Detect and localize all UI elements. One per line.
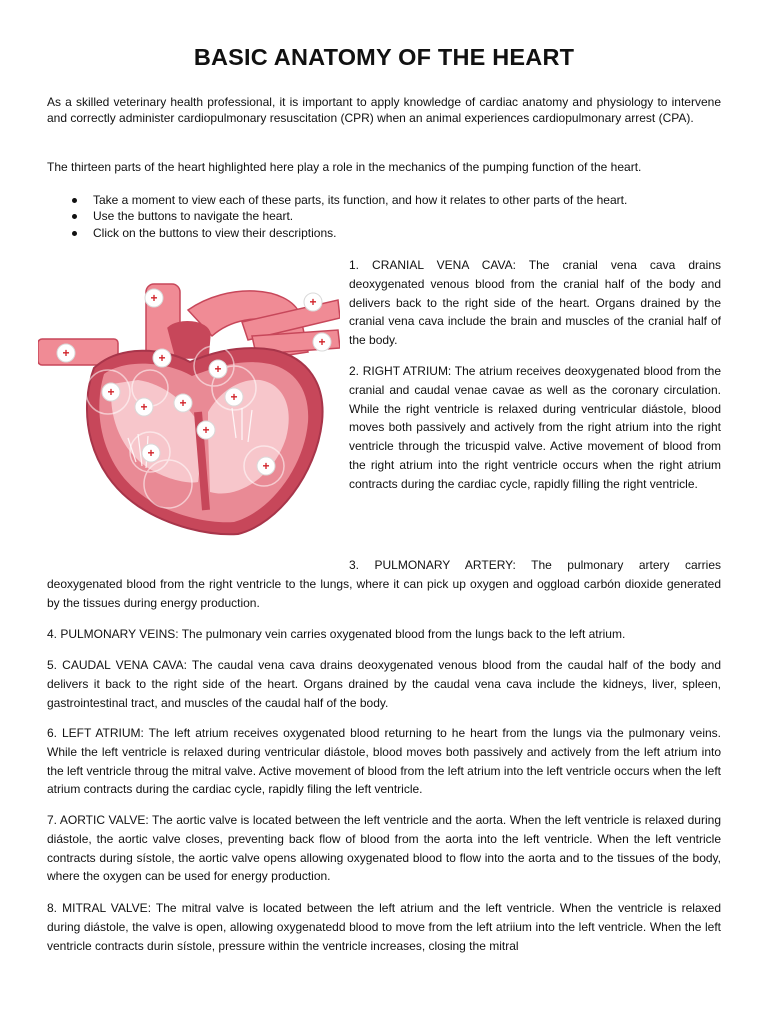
plus-icon: +	[107, 385, 115, 399]
instruction-list	[47, 192, 721, 241]
plus-icon: +	[147, 446, 155, 460]
part-caudal-vena-cava: 5. CAUDAL VENA CAVA: The caudal vena cava drains deoxygenated venous blood from the caudal half of the body and delivers it back to the right side of the heart. Organs drained by the caudal vena cava include the kidneys, liver, spleen, gastrointestinal tract, and muscles of the caudal half of the body.	[47, 658, 721, 710]
pulmonary-artery-icon	[168, 322, 210, 358]
part-aortic-valve: 7. AORTIC VALVE: The aortic valve is located between the left ventricle and the aorta. When the left ventricle is relaxed during diástole, the aortic valve closes, preventing back flow of blood from the aorta into the left ventricle. When the left ventricle contracts during sístole, the aortic valve opens allowing oxygenated blood to flow into the aorta and to the tissues of the body, where the oxygen can be used for energy production.	[47, 813, 721, 884]
plus-icon: +	[140, 400, 148, 414]
hotspot-button-11[interactable]	[197, 421, 215, 439]
hotspot-button-6[interactable]	[209, 360, 227, 378]
hotspot-button-12[interactable]	[142, 444, 160, 462]
page-title: BASIC ANATOMY OF THE HEART	[193, 44, 575, 70]
plus-icon: +	[62, 346, 70, 360]
thirteen-parts-paragraph: The thirteen parts of the heart highlighted here play a role in the mechanics of the pumping function of the heart.	[47, 160, 642, 174]
hotspot-button-13[interactable]	[257, 457, 275, 475]
plus-icon: +	[158, 351, 166, 365]
hotspot-button-10[interactable]	[174, 394, 192, 412]
instruction-item: Take a moment to view each of these parts, its function, and how it relates to other parts of the heart.	[47, 192, 721, 208]
hotspot-button-5[interactable]	[153, 349, 171, 367]
part-pulmonary-veins: 4. PULMONARY VEINS: The pulmonary vein carries oxygenated blood from the lungs back to the left atrium.	[47, 627, 626, 641]
hotspot-button-8[interactable]	[225, 388, 243, 406]
heart-diagram	[38, 262, 340, 540]
hotspot-button-9[interactable]	[135, 398, 153, 416]
intro-paragraph: As a skilled veterinary health professional, it is important to apply knowledge of cardiac anatomy and physiology to intervene and correctly administer cardiopulmonary resuscitation (CPR) when an animal experiences cardiopulmonary arrest (CPA).	[47, 95, 721, 126]
instruction-item: Use the buttons to navigate the heart.	[47, 208, 721, 224]
part-right-atrium: 2. RIGHT ATRIUM: The atrium receives deoxygenated blood from the cranial and caudal venae cavae as well as the coronary circulation. While the right ventricle is relaxed during ventricular diástole, blood moves both passively and actively from the right atrium into the right ventricle through the tricuspid valve. Active movement of blood from the right atrium into the right ventricle occurs when the right atrium contracts during the cardiac cycle, rapidly filling the right ventricle.	[349, 364, 721, 491]
plus-icon: +	[318, 335, 326, 349]
plus-icon: +	[150, 291, 158, 305]
plus-icon: +	[214, 362, 222, 376]
hotspot-button-3[interactable]	[313, 333, 331, 351]
vessels-group	[38, 284, 340, 365]
plus-icon: +	[179, 396, 187, 410]
plus-icon: +	[309, 295, 317, 309]
plus-icon: +	[202, 423, 210, 437]
part-mitral-valve: 8. MITRAL VALVE: The mitral valve is located between the left atrium and the left ventricle. When the ventricle is relaxed during diástole, the valve is open, allowing oxygenatedd blood to move from the left atriium into the left ventricle. When the left ventricle contracts durin sístole, pressure within the ventricle increases, closing the mitral	[47, 901, 721, 953]
instruction-item: Click on the buttons to view their descriptions.	[47, 225, 721, 241]
hotspot-button-1[interactable]	[145, 289, 163, 307]
plus-icon: +	[230, 390, 238, 404]
part-left-atrium: 6. LEFT ATRIUM: The left atrium receives oxygenated blood returning to he heart from the lungs via the pulmonary veins. While the left ventricle is relaxed during ventricular diástole, blood moves both passively and actively from the left atrium into the left ventricle throug the mitral valve. Active movement of blood from the left atrium into the left ventricle occurs when the left atrium contracts during the cardiac cycle, rapidly filing the left ventricle.	[47, 726, 721, 797]
plus-icon: +	[262, 459, 270, 473]
part-cranial-vena-cava: 1. CRANIAL VENA CAVA: The cranial vena cava drains deoxygenated venous blood from the cranial half of the body and delivers back to the right side of the heart. Organs drained by the cranial vena cava include the brain and muscles of the cranial half of the body.	[349, 258, 721, 348]
hotspot-button-4[interactable]	[57, 344, 75, 362]
hotspot-button-2[interactable]	[304, 293, 322, 311]
hotspot-button-7[interactable]	[102, 383, 120, 401]
part-pulmonary-artery: 3. PULMONARY ARTERY: The pulmonary artery carries deoxygenated blood from the right ventricle to the lungs, where it can pick up oxygen and oggload carbón dioxide generated by the tissues during energy production.	[47, 558, 721, 610]
